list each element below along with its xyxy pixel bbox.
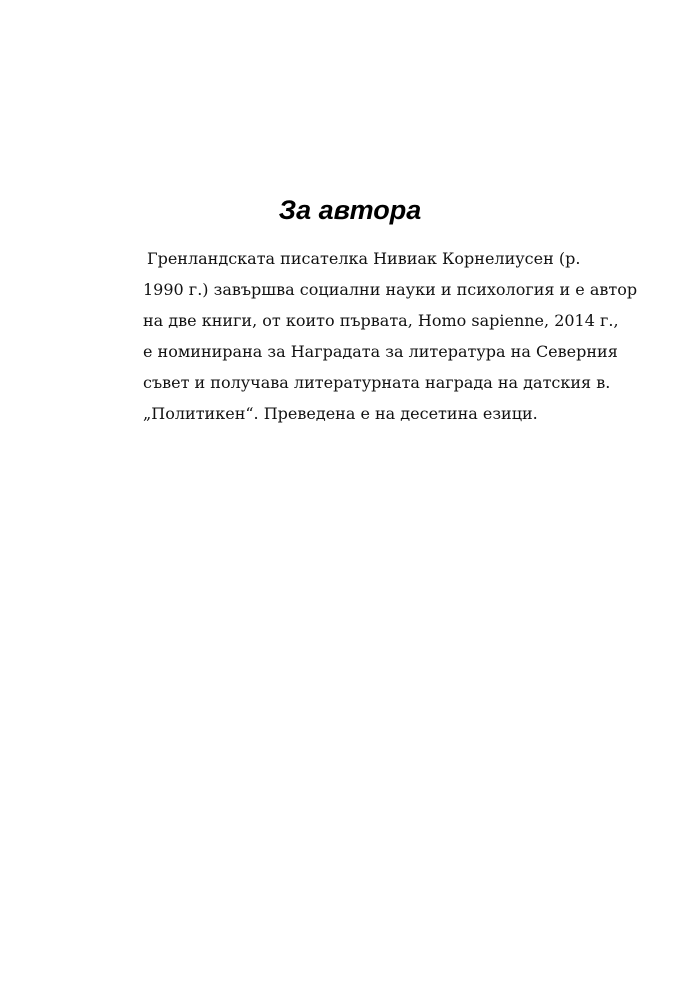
author-biography	[143, 243, 638, 429]
biography-line: съвет и получава литературната награда на датския в.	[143, 373, 611, 392]
biography-line: е номинирана за Наградата за литература на Северния	[143, 342, 618, 361]
biography-line: „Политикен“. Преведена е на десетина езици.	[143, 404, 538, 423]
biography-line: 1990 г.) завършва социални науки и психология и е автор	[143, 280, 638, 299]
page-title: За автора	[278, 195, 422, 225]
biography-line: Гренландската писателка Нивиак Корнелиусен (р.	[147, 249, 581, 268]
biography-line: на две книги, от които първата, Homo sapienne, 2014 г.,	[143, 311, 619, 330]
